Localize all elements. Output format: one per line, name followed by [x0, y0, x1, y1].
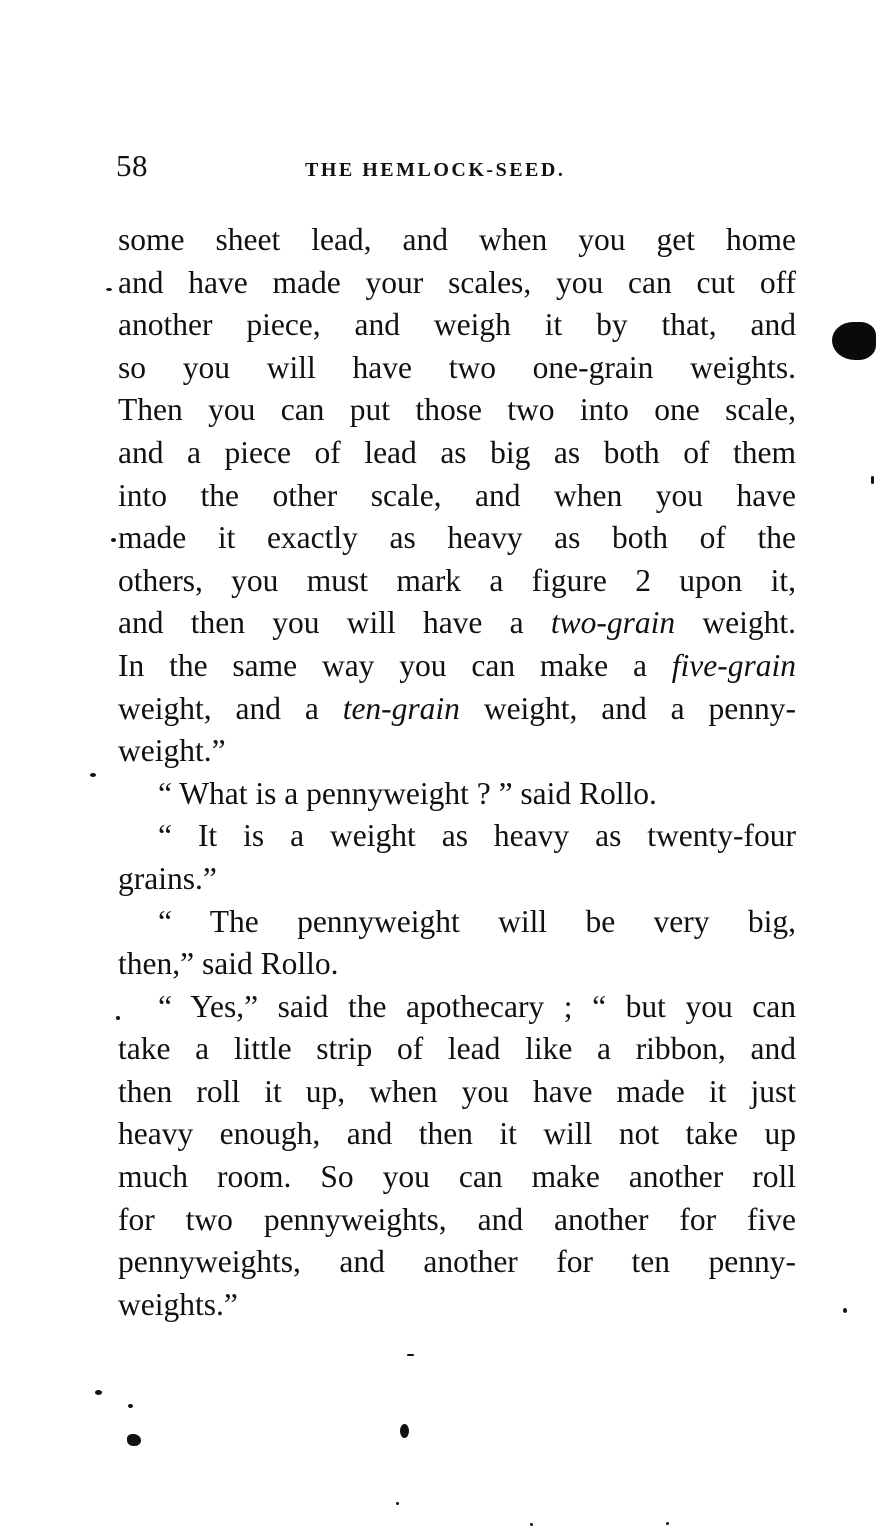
ink-speck: [871, 476, 874, 484]
text-line: [118, 517, 796, 560]
text-segment: grains.”: [118, 860, 217, 896]
ink-blot: [832, 322, 876, 360]
text-line: [118, 475, 796, 518]
text-line: [118, 1028, 796, 1071]
text-segment: into the other scale, and when you have: [118, 477, 796, 513]
text-segment: heavy enough, and then it will not take up: [118, 1116, 796, 1152]
text-segment: “ What is a pennyweight ? ” said Rollo.: [158, 775, 657, 811]
text-line: [118, 1241, 796, 1284]
body-text: [118, 219, 796, 1326]
text-segment: “ The pennyweight will be very big,: [158, 903, 796, 939]
italic-phrase: five-grain: [671, 647, 796, 683]
ink-speck: [127, 1434, 141, 1446]
ink-speck: [95, 1390, 102, 1395]
text-segment: pennyweights, and another for ten penny-: [118, 1244, 796, 1280]
text-segment: then,” said Rollo.: [118, 946, 339, 982]
text-line: [118, 773, 796, 816]
text-segment: “ Yes,” said the apothecary ; “ but you can: [158, 988, 796, 1024]
text-line: [118, 1071, 796, 1114]
text-line: [118, 1113, 796, 1156]
italic-phrase: two-grain: [550, 605, 676, 641]
text-segment: much room. So you can make another roll: [118, 1159, 796, 1195]
text-segment: so you will have two one-grain weights.: [118, 349, 796, 385]
text-line: [118, 602, 796, 645]
text-line: [118, 645, 796, 688]
text-line: [118, 858, 796, 901]
text-segment: for two pennyweights, and another for five: [118, 1201, 796, 1237]
ink-speck: [116, 1016, 120, 1020]
text-segment: Then you can put those two into one scale,: [118, 392, 796, 428]
text-segment: made it exactly as heavy as both of the: [118, 520, 796, 556]
text-segment: In the same way you can make a: [118, 647, 672, 683]
ink-speck: [106, 288, 112, 291]
text-line: [118, 815, 796, 858]
text-segment: and have made your scales, you can cut off: [118, 264, 796, 300]
text-line: [118, 730, 796, 773]
text-segment: weights.”: [118, 1286, 238, 1322]
text-segment: others, you must mark a figure 2 upon it,: [118, 562, 796, 598]
page-header: [110, 148, 800, 188]
ink-speck: [400, 1424, 409, 1438]
italic-phrase: ten-grain: [342, 690, 460, 726]
text-segment: weight.”: [118, 733, 226, 769]
ink-speck: [407, 1354, 414, 1356]
running-title: THE HEMLOCK-SEED.: [305, 159, 566, 181]
text-line: [118, 389, 796, 432]
text-line: [118, 347, 796, 390]
text-segment: weight, and a penny-: [459, 690, 796, 726]
text-line: [118, 1199, 796, 1242]
ink-speck: [666, 1522, 669, 1525]
text-segment: some sheet lead, and when you get home: [118, 222, 796, 257]
text-line: [118, 901, 796, 944]
ink-speck: [111, 538, 116, 542]
text-segment: and a piece of lead as big as both of them: [118, 434, 796, 470]
text-line: [118, 304, 796, 347]
text-line: [118, 219, 796, 262]
text-line: [118, 986, 796, 1029]
ink-speck: [128, 1404, 133, 1408]
text-segment: “ It is a weight as heavy as twenty-four: [158, 818, 796, 854]
ink-speck: [396, 1502, 399, 1505]
text-line: [118, 432, 796, 475]
text-line: [118, 1284, 796, 1327]
text-line: [118, 1156, 796, 1199]
ink-speck: [90, 773, 96, 777]
ink-speck: [530, 1523, 533, 1526]
text-segment: then roll it up, when you have made it just: [118, 1073, 796, 1109]
page-number: 58: [116, 148, 148, 183]
text-segment: another piece, and weigh it by that, and: [118, 307, 796, 343]
ink-speck: [843, 1308, 847, 1313]
text-segment: and then you will have a: [118, 605, 551, 641]
text-segment: take a little strip of lead like a ribbon, and: [118, 1031, 796, 1067]
text-segment: weight, and a: [118, 690, 343, 726]
text-line: [118, 688, 796, 731]
text-line: [118, 560, 796, 603]
text-line: [118, 262, 796, 305]
text-line: [118, 943, 796, 986]
text-segment: weight.: [675, 605, 796, 641]
